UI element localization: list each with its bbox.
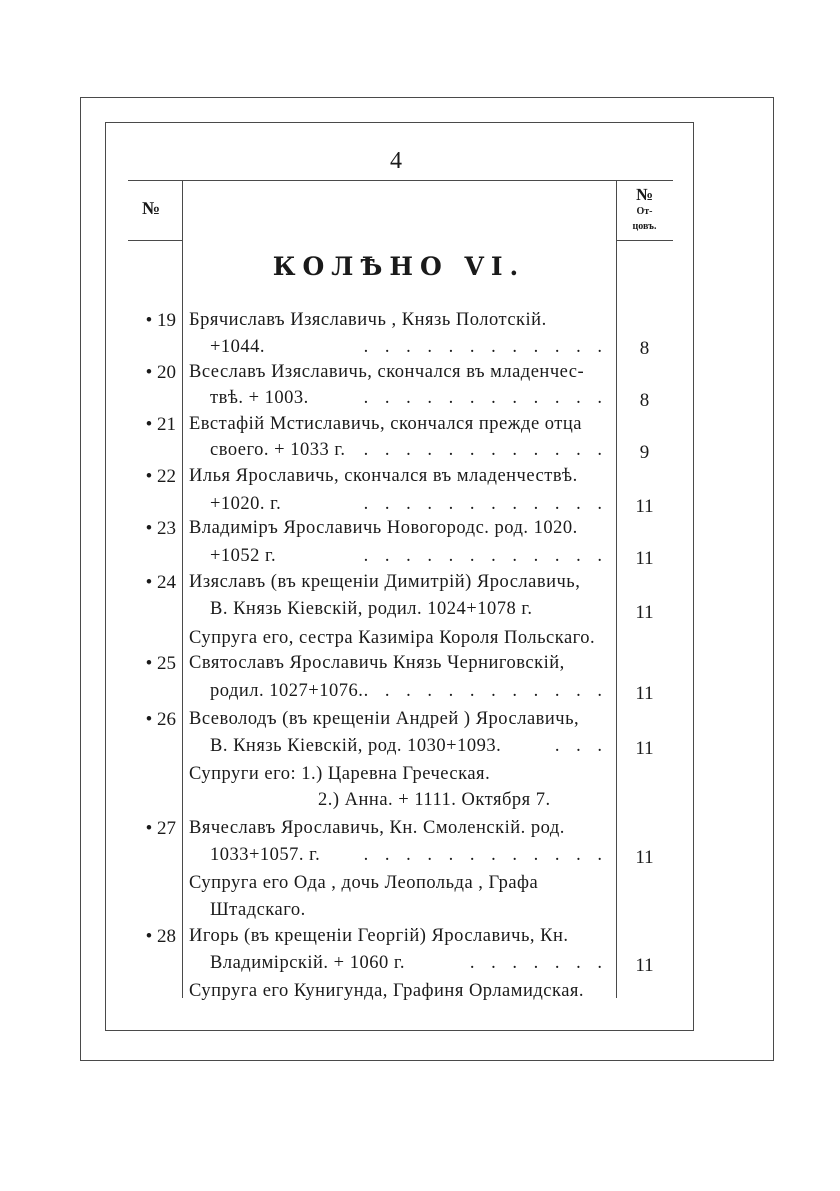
column-divider-left (182, 181, 183, 998)
father-number: 11 (635, 602, 654, 623)
spouse-line: Штадскаго. (210, 900, 306, 920)
column-header-fathers (616, 186, 673, 234)
leader-dots: . . . . . . . . . . . . (363, 494, 608, 514)
entry-line: Игорь (въ крещеніи Георгій) Ярославичь, Кн. (189, 926, 569, 946)
column-divider-right (616, 181, 617, 998)
leader-dots: . . . . . . . (469, 953, 608, 973)
entry-number: • 21 (145, 414, 176, 435)
spouse-line: Супруги его: 1.) Царевна Греческая. (189, 764, 491, 784)
leader-dots: . . . . . . . . . . . . (363, 546, 608, 566)
section-title: КОЛѢНО VI. (272, 252, 526, 281)
father-number: 9 (639, 442, 650, 463)
entry-line: Евстафій Мстиславичь, скончался прежде отца (189, 414, 582, 434)
entry-line: Илья Ярославичь, скончался въ младенчествѣ. (189, 466, 578, 486)
father-number: 8 (639, 338, 650, 359)
entry-line: Владиміръ Ярославичь Новогородс. род. 1020. (189, 518, 578, 538)
father-number: 11 (635, 683, 654, 704)
father-number: 11 (635, 738, 654, 759)
entry-line: Брячиславъ Изяславичь , Князь Полотскій. (189, 310, 547, 330)
father-number: 11 (635, 847, 654, 868)
entry-number: • 26 (145, 709, 176, 730)
spouse-line: Супруга его Кунигунда, Графиня Орламидская. (189, 981, 585, 1001)
entry-number: • 20 (145, 362, 176, 383)
entry-line: Всеволодъ (въ крещеніи Андрей ) Ярославичь, (189, 709, 580, 729)
entry-line: В. Князь Кіевскій, род. 1030+1093. (210, 736, 502, 756)
spouse-line: 2.) Анна. + 1111. Октября 7. (318, 790, 551, 810)
entry-number: • 19 (145, 310, 176, 331)
entry-line: твѣ. + 1003. (210, 388, 309, 408)
entry-number: • 23 (145, 518, 176, 539)
leader-dots: . . . . . . . . . . . . (363, 388, 608, 408)
entry-line: Изяславъ (въ крещеніи Димитрій) Ярославичь, (189, 572, 581, 592)
page-number: 4 (390, 148, 402, 174)
spouse-line: Супруга его, сестра Казиміра Короля Польскаго. (189, 628, 596, 648)
entry-line: +1020. г. (210, 494, 282, 514)
entry-line: своего. + 1033 г. (210, 440, 346, 460)
fathers-label-line1: От- (636, 206, 653, 217)
leader-dots: . . . . . . . . . . . . (363, 845, 608, 865)
table-top-rule (128, 180, 673, 181)
header-rule-left (128, 240, 182, 241)
entry-line: +1052 г. (210, 546, 277, 566)
spouse-line: Супруга его Ода , дочь Леопольда , Графа (189, 873, 539, 893)
father-number: 11 (635, 496, 654, 517)
entry-line: родил. 1027+1076. (210, 681, 364, 701)
fathers-label-line2: цовъ. (632, 221, 657, 232)
entry-line: +1044. (210, 337, 266, 357)
entry-number: • 27 (145, 818, 176, 839)
entry-number: • 22 (145, 466, 176, 487)
entry-line: В. Князь Кіевскій, родил. 1024+1078 г. (210, 599, 533, 619)
entry-line: Вячеславъ Ярославичь, Кн. Смоленскій. род. (189, 818, 565, 838)
leader-dots: . . . . . . . . . . . . (363, 337, 608, 357)
column-header-number: № (142, 198, 161, 218)
entry-line: 1033+1057. г. (210, 845, 321, 865)
entry-line: Святославъ Ярославичь Князь Черниговскій, (189, 653, 565, 673)
entry-line: Владимірскій. + 1060 г. (210, 953, 405, 973)
entry-number: • 28 (145, 926, 176, 947)
father-number: 11 (635, 548, 654, 569)
entry-line: Всеславъ Изяславичь, скончался въ младенчес- (189, 362, 585, 382)
father-number: 11 (635, 955, 654, 976)
header-rule-right (616, 240, 673, 241)
entry-number: • 25 (145, 653, 176, 674)
entry-number: • 24 (145, 572, 176, 593)
father-number: 8 (639, 390, 650, 411)
fathers-number-label: № (635, 185, 654, 204)
leader-dots: . . . . . . . . . . . . (363, 440, 608, 460)
leader-dots: . . . (554, 736, 608, 756)
leader-dots: . . . . . . . . . . . . (363, 681, 608, 701)
